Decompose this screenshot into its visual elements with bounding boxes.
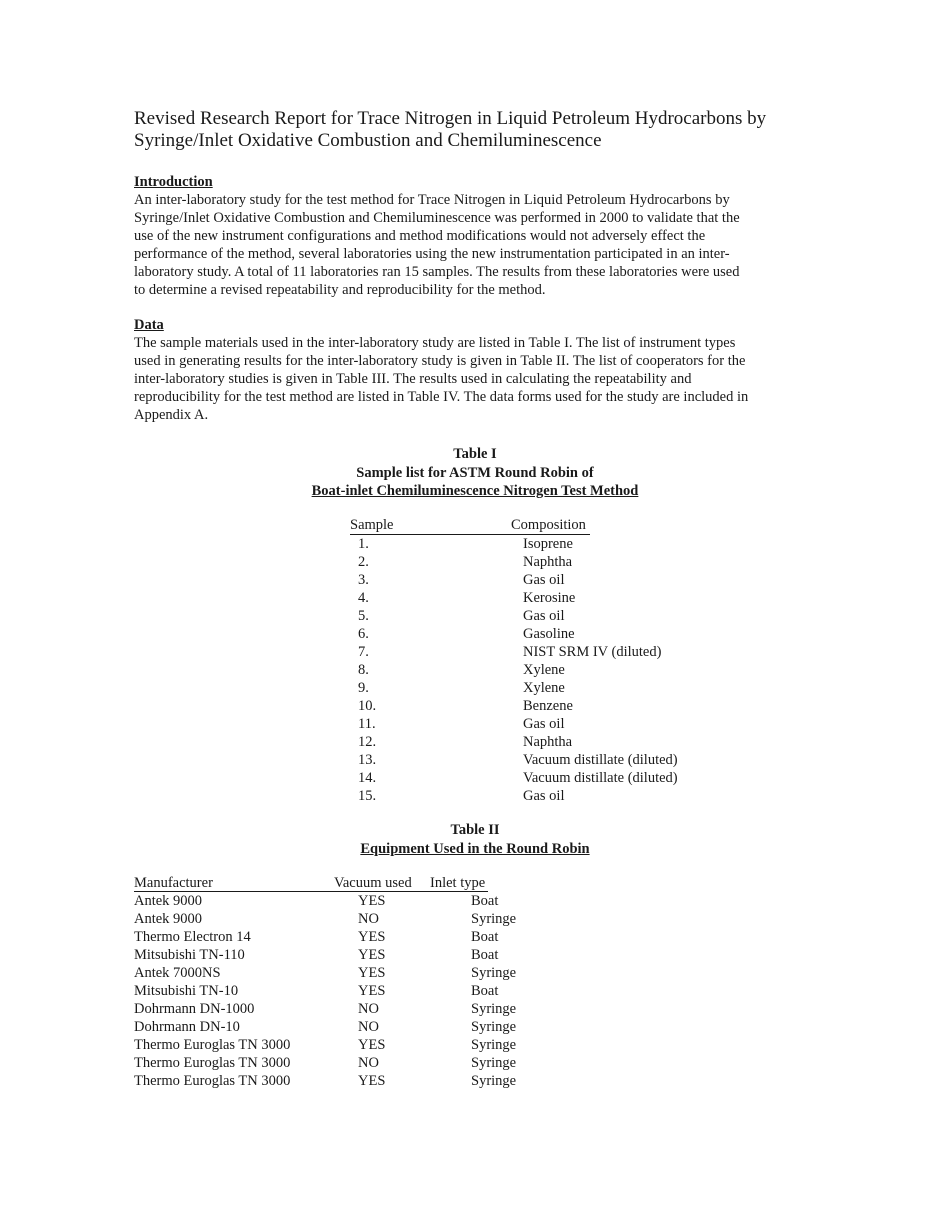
table-row [134, 946, 554, 964]
inlet-type-cell: Boat [471, 983, 499, 999]
table1-body [350, 535, 690, 805]
table-row [134, 892, 554, 910]
sample-composition: Kerosine [523, 590, 576, 606]
vacuum-used-cell: NO [358, 1019, 379, 1035]
sample-composition: Benzene [523, 698, 573, 714]
table2-col-vacuum: Vacuum used [334, 875, 412, 891]
vacuum-used-cell: NO [358, 1055, 379, 1071]
table-row [350, 751, 690, 769]
sample-number: 13. [358, 752, 377, 768]
table1-sample-list [350, 516, 690, 805]
table-row [134, 1000, 554, 1018]
table1-header-row [350, 516, 590, 535]
manufacturer-cell: Antek 9000 [134, 911, 203, 927]
table-row [134, 982, 554, 1000]
sample-number: 7. [358, 644, 369, 660]
paragraph-line: Syringe/Inlet Oxidative Combustion and Chemiluminescence was performed in 2000 to validate that the [134, 210, 740, 226]
paragraph-line: used in generating results for the inter-laboratory study is given in Table II. The list of cooperators for the [134, 353, 746, 369]
paragraph-line: performance of the method, several laboratories using the new instrumentation participated in an inter- [134, 246, 730, 262]
table-row [134, 928, 554, 946]
table-row [350, 661, 690, 679]
manufacturer-cell: Mitsubishi TN-10 [134, 983, 239, 999]
manufacturer-cell: Thermo Electron 14 [134, 929, 251, 945]
manufacturer-cell: Antek 9000 [134, 893, 203, 909]
table-row [350, 643, 690, 661]
inlet-type-cell: Boat [471, 929, 499, 945]
sample-number: 10. [358, 698, 377, 714]
vacuum-used-cell: YES [358, 929, 386, 945]
manufacturer-cell: Antek 7000NS [134, 965, 221, 981]
manufacturer-cell: Dohrmann DN-1000 [134, 1001, 255, 1017]
sample-composition: Naphtha [523, 554, 573, 570]
table2-equipment [134, 874, 554, 1090]
inlet-type-cell: Syringe [471, 1001, 517, 1017]
table-row [350, 553, 690, 571]
sample-number: 4. [358, 590, 369, 606]
paragraph-line: The sample materials used in the inter-laboratory study are listed in Table I. The list of instrument types [134, 335, 736, 351]
table-row [350, 679, 690, 697]
paragraph-line: reproducibility for the test method are listed in Table IV. The data forms used for the study are included in [134, 389, 749, 405]
vacuum-used-cell: NO [358, 911, 379, 927]
sample-number: 6. [358, 626, 369, 642]
sample-composition: Gasoline [523, 626, 575, 642]
table-row [350, 769, 690, 787]
vacuum-used-cell: YES [358, 1073, 386, 1089]
table2-header-row [134, 874, 554, 892]
vacuum-used-cell: YES [358, 893, 386, 909]
sample-number: 5. [358, 608, 369, 624]
data-paragraph [134, 334, 824, 424]
vacuum-used-cell: NO [358, 1001, 379, 1017]
table-row [134, 1036, 554, 1054]
sample-composition: Gas oil [523, 716, 565, 732]
table1-label: Table I [453, 446, 497, 462]
manufacturer-cell: Dohrmann DN-10 [134, 1019, 240, 1035]
sample-number: 15. [358, 788, 377, 804]
sample-number: 14. [358, 770, 377, 786]
sample-number: 3. [358, 572, 369, 588]
table-row [350, 571, 690, 589]
table-row [134, 1072, 554, 1090]
sample-number: 12. [358, 734, 377, 750]
table-row [350, 787, 690, 805]
vacuum-used-cell: YES [358, 965, 386, 981]
table2-col-inlet: Inlet type [430, 875, 486, 891]
sample-number: 2. [358, 554, 369, 570]
inlet-type-cell: Boat [471, 947, 499, 963]
table-row [350, 535, 690, 553]
sample-number: 11. [358, 716, 376, 732]
sample-composition: Xylene [523, 662, 565, 678]
manufacturer-cell: Thermo Euroglas TN 3000 [134, 1073, 291, 1089]
table-row [350, 715, 690, 733]
table-row [134, 1054, 554, 1072]
paragraph-line: inter-laboratory studies is given in Table III. The results used in calculating the repeatability and [134, 371, 692, 387]
table-row [350, 697, 690, 715]
inlet-type-cell: Syringe [471, 1037, 517, 1053]
manufacturer-cell: Thermo Euroglas TN 3000 [134, 1055, 291, 1071]
vacuum-used-cell: YES [358, 983, 386, 999]
sample-composition: Gas oil [523, 608, 565, 624]
sample-composition: Gas oil [523, 788, 565, 804]
table2-body [134, 892, 554, 1090]
paragraph-line: to determine a revised repeatability and reproducibility for the method. [134, 282, 546, 298]
table2-caption-title: Equipment Used in the Round Robin [360, 840, 590, 857]
paragraph-line: laboratory study. A total of 11 laboratories ran 15 samples. The results from these laboratories were used [134, 264, 740, 280]
table2-label: Table II [450, 822, 500, 838]
report-title-line-1: Revised Research Report for Trace Nitrogen in Liquid Petroleum Hydrocarbons by [134, 108, 767, 129]
paragraph-line: use of the new instrument configurations and method modifications would not adversely effect the [134, 228, 706, 244]
sample-composition: Xylene [523, 680, 565, 696]
table1-caption [0, 445, 950, 501]
sample-number: 1. [358, 536, 369, 552]
inlet-type-cell: Syringe [471, 1055, 517, 1071]
table1-caption-line-1: Sample list for ASTM Round Robin of [356, 464, 594, 481]
table-row [350, 625, 690, 643]
inlet-type-cell: Syringe [471, 965, 517, 981]
introduction-heading: Introduction [134, 174, 213, 190]
vacuum-used-cell: YES [358, 1037, 386, 1053]
data-heading: Data [134, 317, 164, 333]
table-row [350, 733, 690, 751]
sample-composition: NIST SRM IV (diluted) [523, 644, 662, 660]
table1-caption-line-2: Boat-inlet Chemiluminescence Nitrogen Test Method [311, 483, 639, 499]
table-row [134, 910, 554, 928]
table-row [350, 589, 690, 607]
inlet-type-cell: Syringe [471, 1019, 517, 1035]
sample-composition: Isoprene [523, 536, 573, 552]
inlet-type-cell: Syringe [471, 1073, 517, 1089]
sample-composition: Naphtha [523, 734, 573, 750]
inlet-type-cell: Boat [471, 893, 499, 909]
table2-col-manufacturer: Manufacturer [134, 875, 213, 891]
sample-composition: Gas oil [523, 572, 565, 588]
introduction-paragraph [134, 191, 824, 299]
manufacturer-cell: Thermo Euroglas TN 3000 [134, 1037, 291, 1053]
table1-col-sample: Sample [350, 517, 394, 533]
vacuum-used-cell: YES [358, 947, 386, 963]
sample-number: 8. [358, 662, 369, 678]
report-title-line-2: Syringe/Inlet Oxidative Combustion and Chemiluminescence [134, 130, 602, 151]
table1-col-composition: Composition [511, 517, 586, 533]
table2-caption [0, 821, 950, 858]
table-row [134, 1018, 554, 1036]
paragraph-line: Appendix A. [134, 407, 209, 423]
sample-number: 9. [358, 680, 369, 696]
inlet-type-cell: Syringe [471, 911, 517, 927]
report-title [134, 108, 854, 152]
manufacturer-cell: Mitsubishi TN-110 [134, 947, 245, 963]
paragraph-line: An inter-laboratory study for the test method for Trace Nitrogen in Liquid Petroleum Hydrocarbons by [134, 192, 730, 208]
table-row [134, 964, 554, 982]
sample-composition: Vacuum distillate (diluted) [523, 752, 678, 768]
table-row [350, 607, 690, 625]
sample-composition: Vacuum distillate (diluted) [523, 770, 678, 786]
